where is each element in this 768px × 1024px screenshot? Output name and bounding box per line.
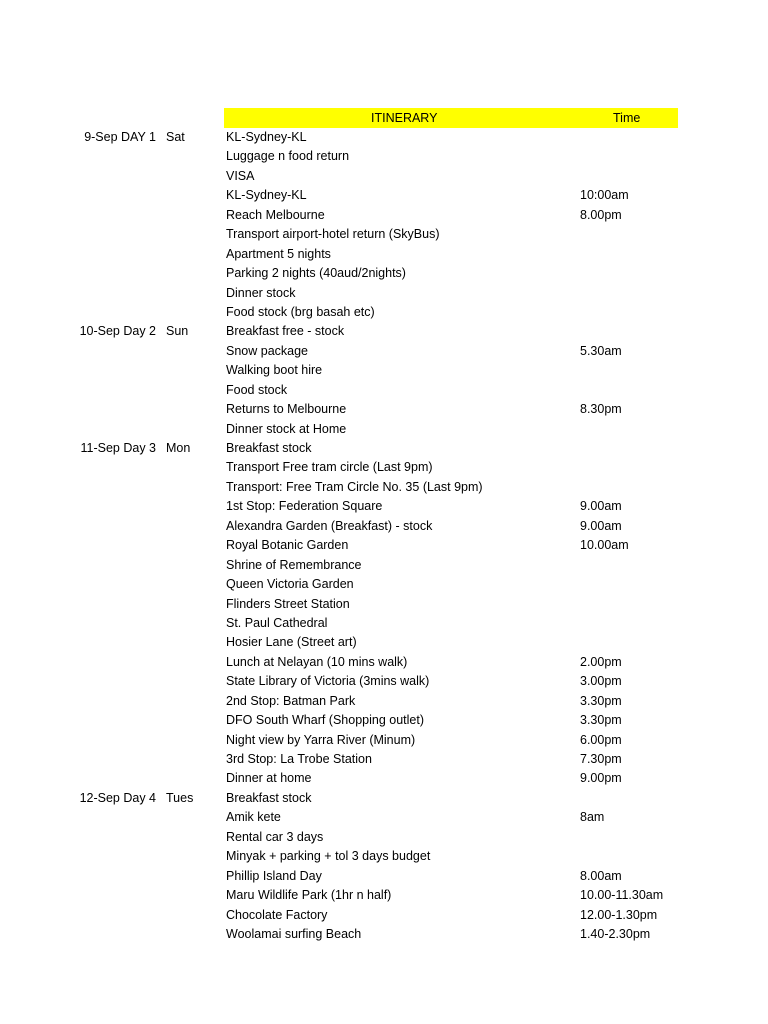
item-cell: Transport airport-hotel return (SkyBus) xyxy=(226,227,440,242)
table-row xyxy=(0,284,768,303)
table-row xyxy=(0,828,768,847)
item-cell: Breakfast stock xyxy=(226,790,312,805)
table-row xyxy=(0,361,768,380)
table-row xyxy=(0,672,768,691)
item-cell: Transport: Free Tram Circle No. 35 (Last 9pm) xyxy=(226,479,483,494)
date-cell: 10-Sep Day 2 xyxy=(79,324,156,339)
item-cell: Shrine of Remembrance xyxy=(226,557,362,572)
item-cell: Alexandra Garden (Breakfast) - stock xyxy=(226,518,433,533)
item-cell: KL-Sydney-KL xyxy=(226,188,307,203)
table-row xyxy=(0,633,768,652)
table-row xyxy=(0,400,768,419)
table-row xyxy=(0,439,768,458)
item-cell: DFO South Wharf (Shopping outlet) xyxy=(226,713,425,728)
item-cell: Walking boot hire xyxy=(226,363,323,378)
table-row xyxy=(0,808,768,827)
time-cell: 9.00am xyxy=(580,518,622,533)
table-row xyxy=(0,575,768,594)
table-row xyxy=(0,925,768,944)
item-cell: Queen Victoria Garden xyxy=(226,577,354,592)
time-cell: 5.30am xyxy=(580,343,622,358)
time-cell: 12.00-1.30pm xyxy=(580,907,658,922)
table-row xyxy=(0,167,768,186)
time-cell: 6.00pm xyxy=(580,732,622,747)
time-cell: 9.00pm xyxy=(580,771,622,786)
header-itinerary: ITINERARY xyxy=(371,111,438,125)
item-cell: Hosier Lane (Street art) xyxy=(226,635,357,650)
table-row xyxy=(0,556,768,575)
table-row xyxy=(0,906,768,925)
item-cell: Apartment 5 nights xyxy=(226,246,331,261)
table-row xyxy=(0,692,768,711)
time-cell: 9.00am xyxy=(580,499,622,514)
item-cell: Transport Free tram circle (Last 9pm) xyxy=(226,460,433,475)
time-cell: 8.00am xyxy=(580,868,622,883)
item-cell: KL-Sydney-KL xyxy=(226,130,307,144)
table-row xyxy=(0,322,768,341)
table-row xyxy=(0,458,768,477)
item-cell: 3rd Stop: La Trobe Station xyxy=(226,752,372,766)
table-row xyxy=(0,886,768,905)
table-row xyxy=(0,789,768,808)
item-cell: 1st Stop: Federation Square xyxy=(226,499,383,514)
itinerary-rows xyxy=(0,128,768,944)
day-of-week-cell: Sat xyxy=(166,130,185,144)
table-row xyxy=(0,245,768,264)
item-cell: Dinner stock xyxy=(226,285,296,300)
item-cell: VISA xyxy=(226,168,255,183)
table-row xyxy=(0,342,768,361)
time-cell: 10:00am xyxy=(580,188,629,203)
table-row xyxy=(0,595,768,614)
item-cell: Flinders Street Station xyxy=(226,596,350,611)
item-cell: Food stock (brg basah etc) xyxy=(226,304,375,319)
item-cell: Rental car 3 days xyxy=(226,829,324,844)
table-row xyxy=(0,653,768,672)
time-cell: 8am xyxy=(580,810,605,825)
table-row xyxy=(0,867,768,886)
table-row xyxy=(0,769,768,788)
item-cell: State Library of Victoria (3mins walk) xyxy=(226,674,430,689)
header-time: Time xyxy=(613,111,641,125)
table-row xyxy=(0,206,768,225)
item-cell: Chocolate Factory xyxy=(226,907,328,922)
item-cell: Phillip Island Day xyxy=(226,868,322,883)
table-row xyxy=(0,497,768,516)
time-cell: 3.30pm xyxy=(580,713,622,728)
table-row xyxy=(0,711,768,730)
date-cell: 12-Sep Day 4 xyxy=(79,790,156,805)
date-cell: 11-Sep Day 3 xyxy=(80,441,156,455)
time-cell: 2.00pm xyxy=(580,654,622,669)
item-cell: Breakfast free - stock xyxy=(226,324,345,339)
time-cell: 7.30pm xyxy=(580,752,622,766)
item-cell: Food stock xyxy=(226,382,288,397)
time-cell: 10.00-11.30am xyxy=(580,888,664,903)
table-row xyxy=(0,381,768,400)
item-cell: Reach Melbourne xyxy=(226,207,325,222)
table-row xyxy=(0,264,768,283)
table-row xyxy=(0,303,768,322)
table-row xyxy=(0,517,768,536)
table-row xyxy=(0,128,768,147)
day-of-week-cell: Mon xyxy=(166,441,191,455)
day-of-week-cell: Tues xyxy=(166,790,194,805)
time-cell: 3.30pm xyxy=(580,693,622,708)
time-cell: 10.00am xyxy=(580,538,629,553)
time-cell: 8.30pm xyxy=(580,402,622,417)
item-cell: Lunch at Nelayan (10 mins walk) xyxy=(226,654,408,669)
item-cell: Breakfast stock xyxy=(226,441,312,455)
item-cell: Luggage n food return xyxy=(226,149,350,164)
item-cell: Maru Wildlife Park (1hr n half) xyxy=(226,888,392,903)
time-cell: 1.40-2.30pm xyxy=(580,926,651,941)
day-of-week-cell: Sun xyxy=(166,324,189,339)
table-row xyxy=(0,536,768,555)
item-cell: Snow package xyxy=(226,343,309,358)
item-cell: Parking 2 nights (40aud/2nights) xyxy=(226,266,406,281)
item-cell: Minyak + parking + tol 3 days budget xyxy=(226,849,431,864)
time-cell: 8.00pm xyxy=(580,207,622,222)
table-row xyxy=(0,186,768,205)
item-cell: Returns to Melbourne xyxy=(226,402,347,417)
item-cell: Royal Botanic Garden xyxy=(226,538,349,553)
table-row xyxy=(0,614,768,633)
table-row xyxy=(0,731,768,750)
item-cell: Dinner stock at Home xyxy=(226,421,347,436)
item-cell: Dinner at home xyxy=(226,771,312,786)
table-row xyxy=(0,478,768,497)
time-cell: 3.00pm xyxy=(580,674,622,689)
header-row xyxy=(224,108,678,128)
table-row xyxy=(0,225,768,244)
date-cell: 9-Sep DAY 1 xyxy=(84,130,156,144)
item-cell: Night view by Yarra River (Minum) xyxy=(226,732,416,747)
table-row xyxy=(0,420,768,439)
item-cell: Amik kete xyxy=(226,810,281,825)
table-row xyxy=(0,847,768,866)
item-cell: St. Paul Cathedral xyxy=(226,615,328,630)
item-cell: 2nd Stop: Batman Park xyxy=(226,693,356,708)
item-cell: Woolamai surfing Beach xyxy=(226,926,362,941)
table-row xyxy=(0,147,768,166)
table-row xyxy=(0,750,768,769)
